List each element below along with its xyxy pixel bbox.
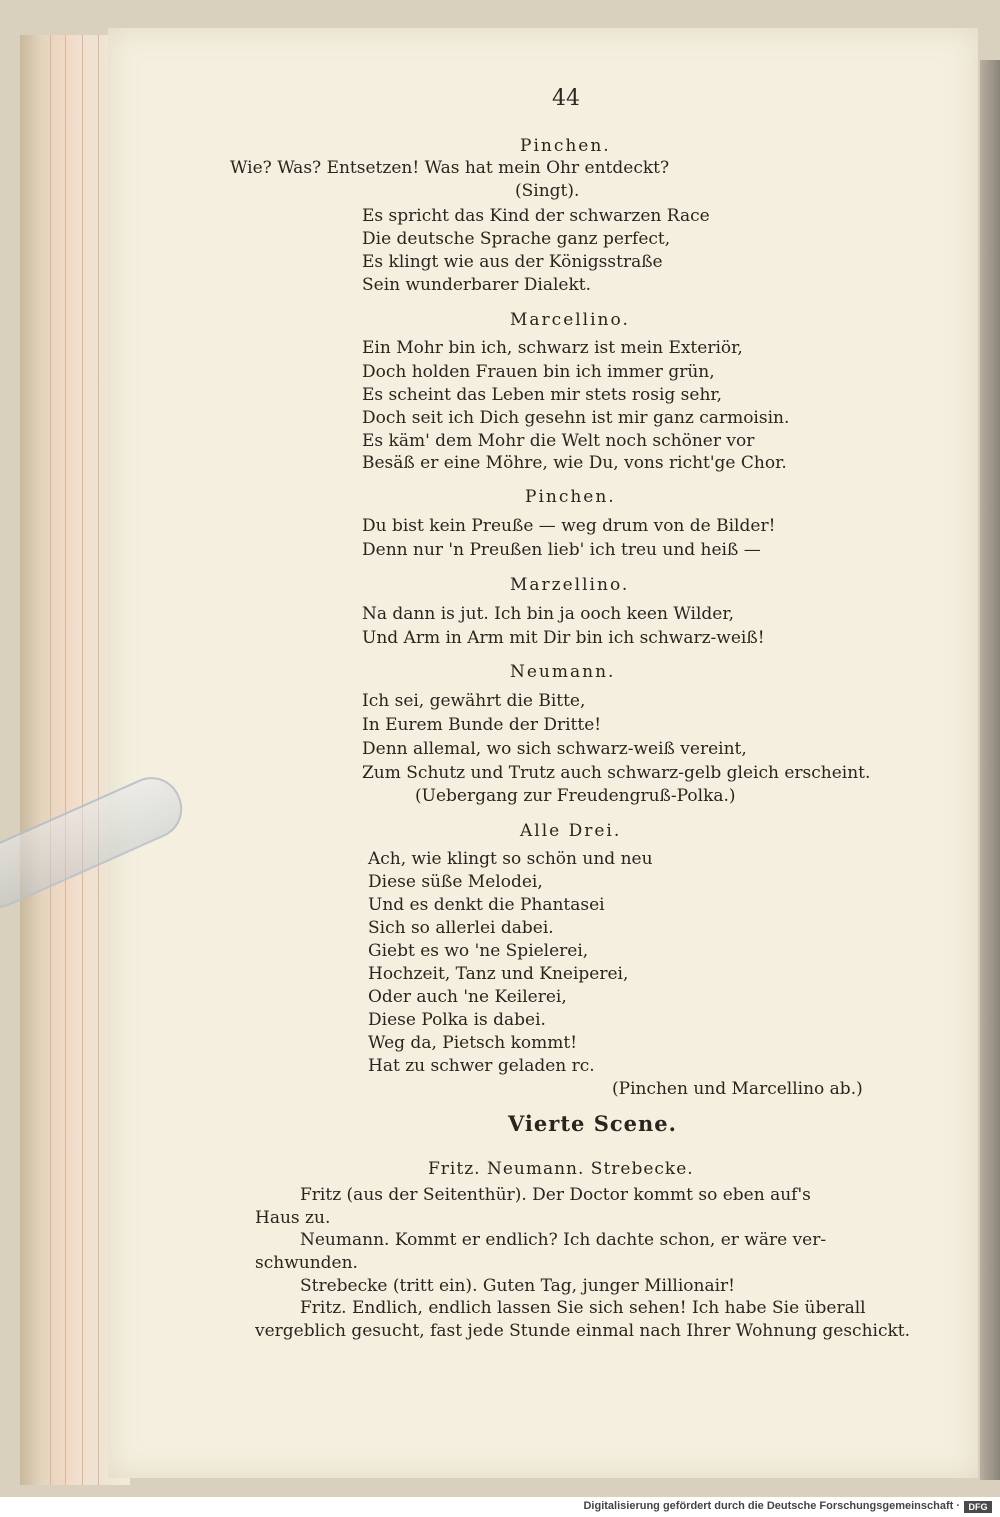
- verse-line: Zum Schutz und Trutz auch schwarz-gelb gleich erscheint.: [362, 763, 871, 783]
- speaker-name: Pinchen.: [525, 487, 616, 507]
- verse-line: Doch seit ich Dich gesehn ist mir ganz carmoisin.: [362, 408, 790, 428]
- verse-line: Du bist kein Preuße — weg drum von de Bilder!: [362, 516, 776, 536]
- verse-line: Besäß er eine Möhre, wie Du, vons richt'ge Chor.: [362, 453, 787, 473]
- speaker-name: Pinchen.: [520, 136, 611, 156]
- verse-line: Oder auch 'ne Keilerei,: [368, 987, 567, 1007]
- verse-line: Es käm' dem Mohr die Welt noch schöner vor: [362, 431, 755, 451]
- prose-line: Strebecke (tritt ein). Guten Tag, junger Millionair!: [300, 1276, 736, 1296]
- verse-line: Ich sei, gewährt die Bitte,: [362, 691, 586, 711]
- dfg-logo: DFG: [964, 1501, 992, 1513]
- book-spine-edge: [980, 60, 1000, 1480]
- character-list: Fritz. Neumann. Strebecke.: [428, 1159, 694, 1179]
- scene-heading: Vierte Scene.: [508, 1111, 677, 1136]
- verse-line: Denn nur 'n Preußen lieb' ich treu und heiß —: [362, 540, 761, 560]
- page-number: 44: [552, 86, 580, 111]
- verse-line: Sich so allerlei dabei.: [368, 918, 554, 938]
- verse-line: Die deutsche Sprache ganz perfect,: [362, 229, 671, 249]
- verse-line: Sein wunderbarer Dialekt.: [362, 275, 591, 295]
- stage-direction: (Singt).: [515, 181, 580, 201]
- verse-line: Ein Mohr bin ich, schwarz ist mein Exteriör,: [362, 338, 743, 358]
- verse-line: Und Arm in Arm mit Dir bin ich schwarz-weiß!: [362, 628, 765, 648]
- verse-line: Denn allemal, wo sich schwarz-weiß vereint,: [362, 739, 747, 759]
- dialogue-line: Wie? Was? Entsetzen! Was hat mein Ohr entdeckt?: [230, 158, 670, 178]
- prose-line: Haus zu.: [255, 1208, 331, 1228]
- verse-line: Ach, wie klingt so schön und neu: [368, 849, 653, 869]
- verse-line: Und es denkt die Phantasei: [368, 895, 605, 915]
- stage-direction: (Uebergang zur Freudengruß-Polka.): [415, 786, 736, 806]
- verse-line: Es scheint das Leben mir stets rosig sehr,: [362, 385, 723, 405]
- verse-line: Giebt es wo 'ne Spielerei,: [368, 941, 589, 961]
- verse-line: In Eurem Bunde der Dritte!: [362, 715, 602, 735]
- verse-line: Es spricht das Kind der schwarzen Race: [362, 206, 710, 226]
- stage-direction: (Pinchen und Marcellino ab.): [612, 1079, 863, 1099]
- digitization-credit: Digitalisierung gefördert durch die Deutsche Forschungsgemeinschaft ·: [583, 1500, 960, 1512]
- verse-line: Na dann is jut. Ich bin ja ooch keen Wilder,: [362, 604, 734, 624]
- speaker-name: Marzellino.: [510, 575, 630, 595]
- verse-line: Hochzeit, Tanz und Kneiperei,: [368, 964, 629, 984]
- prose-line: schwunden.: [255, 1253, 358, 1273]
- verse-line: Hat zu schwer geladen rc.: [368, 1056, 595, 1076]
- prose-line: vergeblich gesucht, fast jede Stunde einmal nach Ihrer Wohnung geschickt.: [255, 1321, 911, 1341]
- verse-line: Diese Polka is dabei.: [368, 1010, 546, 1030]
- verse-line: Doch holden Frauen bin ich immer grün,: [362, 362, 715, 382]
- speaker-name: Neumann.: [510, 662, 616, 682]
- speaker-name: Alle Drei.: [520, 821, 622, 841]
- prose-line: Neumann. Kommt er endlich? Ich dachte schon, er wäre ver-: [300, 1230, 827, 1250]
- verse-line: Diese süße Melodei,: [368, 872, 543, 892]
- verse-line: Weg da, Pietsch kommt!: [368, 1033, 578, 1053]
- verse-line: Es klingt wie aus der Königsstraße: [362, 252, 663, 272]
- prose-line: Fritz. Endlich, endlich lassen Sie sich sehen! Ich habe Sie überall: [300, 1298, 866, 1318]
- prose-line: Fritz (aus der Seitenthür). Der Doctor kommt so eben auf's: [300, 1185, 811, 1205]
- speaker-name: Marcellino.: [510, 310, 630, 330]
